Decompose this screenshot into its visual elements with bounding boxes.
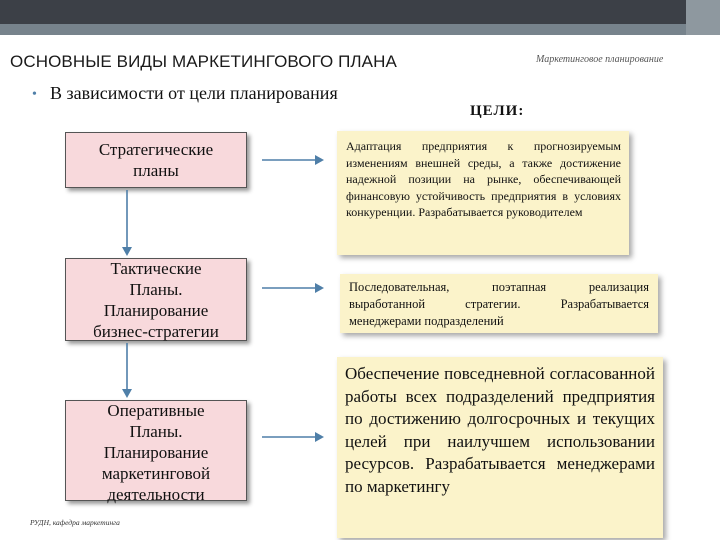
- bullet-icon: •: [32, 87, 37, 102]
- bullet-text: В зависимости от цели планирования: [50, 83, 338, 103]
- slide-title: ОСНОВНЫЕ ВИДЫ МАРКЕТИНГОВОГО ПЛАНА: [10, 52, 397, 71]
- plan-label-line: бизнес-стратегии: [93, 321, 219, 341]
- arrow-right-icon: [262, 154, 324, 166]
- arrow-right-icon: [262, 431, 324, 443]
- footer-note: РУДН, кафедра маркетинга: [30, 518, 120, 527]
- goal-text: Адаптация предприятия к прогнозируемым изменениям внешней среды, а также достижение надежной позиции на рынке, обеспечивающей финансовую устойчивость предприятия в условиях конкуренции. Разрабатывается руководителем: [346, 139, 621, 219]
- plan-label-line: Планы.: [129, 422, 183, 441]
- top-bar-dark: [0, 0, 720, 24]
- plan-label-line: Планы.: [129, 279, 183, 299]
- operational-goal-box: [337, 357, 663, 538]
- plan-label-line: Тактические: [110, 258, 202, 278]
- plan-label-line: Планирование: [103, 300, 209, 320]
- plan-label-line: Планирование: [103, 443, 209, 462]
- tactical-goal-box: [340, 274, 658, 333]
- strategic-plan-box: [65, 132, 247, 188]
- tactical-plan-box: [65, 258, 247, 341]
- goal-text: Последовательная, поэтапная реализация выработанной стратегии. Разрабатывается менеджерами подразделений: [349, 280, 649, 328]
- arrow-down-icon: [120, 190, 134, 256]
- goal-text: Обеспечение повседневной согласованной работы всех подразделений предприятия по достижению долгосрочных и текущих целей при наилучшем использовании ресурсов. Разрабатывается менеджерами по маркетингу: [345, 364, 655, 496]
- strategic-goal-box: [337, 131, 629, 255]
- operational-plan-box: [65, 400, 247, 504]
- arrow-right-icon: [262, 282, 324, 294]
- top-bar-light: [0, 24, 720, 35]
- plan-label-line: Оперативные: [107, 401, 205, 420]
- plan-label-line: деятельности: [107, 485, 205, 504]
- goals-heading: ЦЕЛИ:: [470, 103, 525, 119]
- header-caption: Маркетинговое планирование: [536, 54, 664, 65]
- plan-label-line: маркетинговой: [101, 464, 211, 483]
- plan-label-line: планы: [133, 161, 179, 180]
- arrow-down-icon: [120, 343, 134, 398]
- plan-label-line: Стратегические: [98, 140, 214, 159]
- top-bar-corner: [686, 0, 720, 35]
